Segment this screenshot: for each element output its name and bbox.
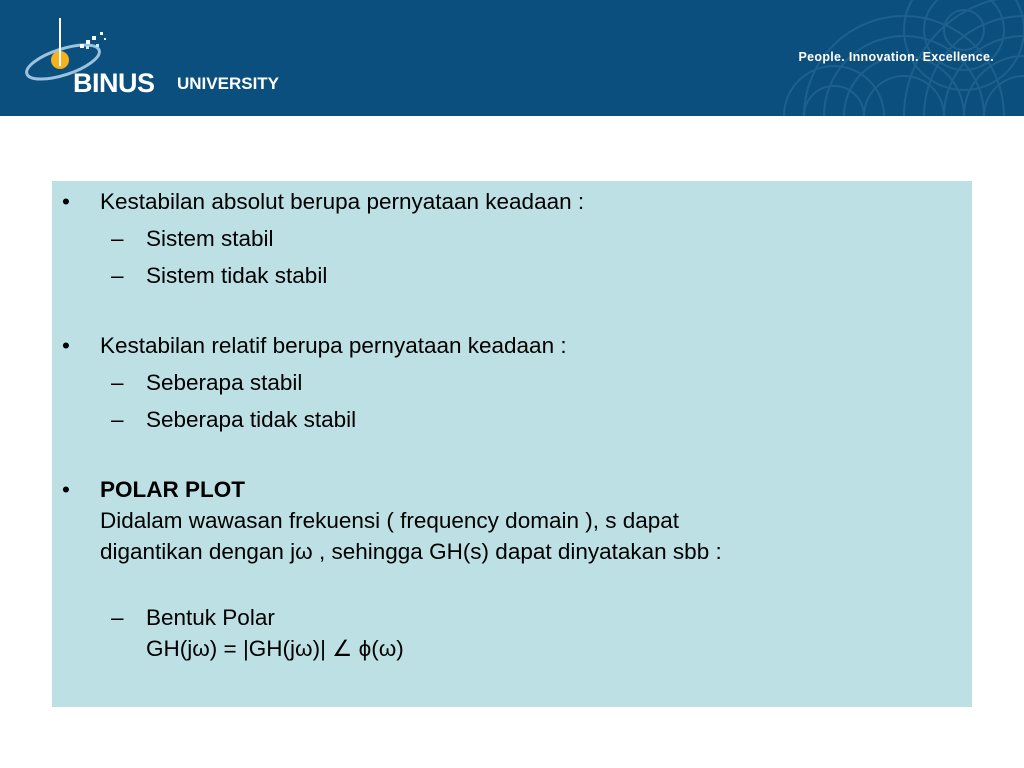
sub-bullet-text: Seberapa stabil (146, 370, 303, 395)
paragraph-text: Didalam wawasan frekuensi ( frequency domain ), s dapat (100, 508, 680, 533)
bullet-marker: • (62, 333, 70, 358)
dash-marker: – (111, 370, 124, 395)
tagline: People. Innovation. Excellence. (798, 50, 994, 64)
dash-marker: – (111, 407, 124, 432)
header-banner (0, 0, 1024, 116)
bullet-text: Kestabilan absolut berupa pernyataan keadaan : (100, 189, 585, 214)
dash-marker: – (111, 605, 124, 630)
slide-content-box (52, 181, 972, 707)
bullet-marker: • (62, 189, 70, 214)
paragraph-text: digantikan dengan jω , sehingga GH(s) dapat dinyatakan sbb : (100, 539, 722, 564)
dash-marker: – (111, 263, 124, 288)
sub-bullet-text: Sistem tidak stabil (146, 263, 328, 288)
sub-bullet-text: Bentuk Polar (146, 605, 275, 630)
sub-bullet-text: Sistem stabil (146, 226, 274, 251)
bullet-marker: • (62, 477, 70, 502)
bullet-text: Kestabilan relatif berupa pernyataan keadaan : (100, 333, 567, 358)
logo-wordmark: BINUS (73, 68, 155, 98)
polar-formula: GH(jω) = |GH(jω)| ∠ ϕ(ω) (146, 636, 404, 661)
dash-marker: – (111, 226, 124, 251)
section-heading: POLAR PLOT (100, 477, 245, 502)
logo-suffix: UNIVERSITY (177, 74, 280, 93)
sub-bullet-text: Seberapa tidak stabil (146, 407, 357, 432)
